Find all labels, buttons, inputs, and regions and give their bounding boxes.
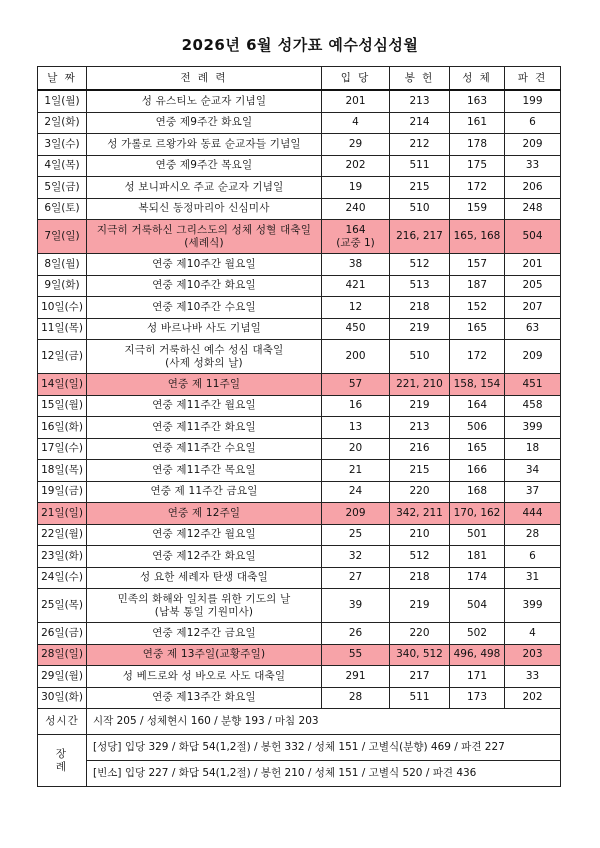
feast-cell: 연중 제 13주일(교황주일)	[87, 644, 322, 666]
offertory-hymn-cell: 340, 512	[390, 644, 450, 666]
table-row	[38, 546, 561, 568]
table-row	[38, 220, 561, 254]
feast-cell: 성 유스티노 순교자 기념일	[87, 90, 322, 112]
feast-cell: 연중 제12주간 금요일	[87, 623, 322, 645]
communion-hymn-cell: 165	[450, 438, 505, 460]
entrance-hymn-cell: 12	[322, 297, 390, 319]
table-row	[38, 687, 561, 709]
table-row	[38, 567, 561, 589]
offertory-hymn-cell: 216	[390, 438, 450, 460]
date-cell: 16일(화)	[38, 417, 87, 439]
entrance-note: (교중 1)	[336, 236, 375, 249]
offertory-hymn-cell: 217	[390, 666, 450, 688]
offertory-hymn-cell: 213	[390, 90, 450, 112]
communion-hymn-cell: 152	[450, 297, 505, 319]
table-row	[38, 417, 561, 439]
dismissal-hymn-cell: 399	[505, 417, 561, 439]
feast-cell: 연중 제11주간 수요일	[87, 438, 322, 460]
entrance-hymn-cell: 21	[322, 460, 390, 482]
table-row	[38, 340, 561, 374]
date-cell: 14일(일)	[38, 374, 87, 396]
communion-hymn-cell: 502	[450, 623, 505, 645]
table-row	[38, 254, 561, 276]
date-cell: 5일(금)	[38, 177, 87, 199]
offertory-hymn-cell: 342, 211	[390, 503, 450, 525]
communion-hymn-cell: 164	[450, 395, 505, 417]
communion-hymn-cell: 170, 162	[450, 503, 505, 525]
entrance-hymn-cell: 240	[322, 198, 390, 220]
entrance-hymn-cell: 200	[322, 340, 390, 374]
entrance-hymn-cell: 450	[322, 318, 390, 340]
offertory-hymn-cell: 218	[390, 297, 450, 319]
date-cell: 24일(수)	[38, 567, 87, 589]
offertory-hymn-cell: 220	[390, 481, 450, 503]
date-cell: 26일(금)	[38, 623, 87, 645]
date-cell: 29일(월)	[38, 666, 87, 688]
dismissal-hymn-cell: 202	[505, 687, 561, 709]
table-row	[38, 155, 561, 177]
date-cell: 7일(일)	[38, 220, 87, 254]
funeral-label: 장 례	[38, 735, 87, 787]
entrance-hymn-cell: 24	[322, 481, 390, 503]
dismissal-hymn-cell: 206	[505, 177, 561, 199]
date-cell: 17일(수)	[38, 438, 87, 460]
dismissal-hymn-cell: 444	[505, 503, 561, 525]
feast-cell: 연중 제11주간 목요일	[87, 460, 322, 482]
communion-hymn-cell: 178	[450, 134, 505, 156]
entrance-hymn-cell: 16	[322, 395, 390, 417]
date-cell: 9일(화)	[38, 275, 87, 297]
entrance-hymn-cell: 25	[322, 524, 390, 546]
communion-hymn-cell: 165, 168	[450, 220, 505, 254]
feast-note: (남북 통일 기원미사)	[154, 605, 254, 618]
communion-hymn-cell: 501	[450, 524, 505, 546]
date-cell: 8일(월)	[38, 254, 87, 276]
entrance-hymn-cell: 57	[322, 374, 390, 396]
table-row	[38, 134, 561, 156]
date-cell: 11일(목)	[38, 318, 87, 340]
feast-cell: 성 베드로와 성 바오로 사도 대축일	[87, 666, 322, 688]
offertory-hymn-cell: 215	[390, 177, 450, 199]
table-row	[38, 90, 561, 112]
feast-cell: 연중 제9주간 화요일	[87, 112, 322, 134]
entrance-hymn-cell: 55	[322, 644, 390, 666]
entrance-hymn-cell: 29	[322, 134, 390, 156]
date-cell: 22일(월)	[38, 524, 87, 546]
entrance-hymn-cell: 32	[322, 546, 390, 568]
feast-note: (사제 성화의 날)	[165, 356, 243, 369]
dismissal-hymn-cell: 203	[505, 644, 561, 666]
date-cell: 30일(화)	[38, 687, 87, 709]
communion-hymn-cell: 168	[450, 481, 505, 503]
offertory-hymn-cell: 214	[390, 112, 450, 134]
feast-cell: 연중 제11주간 월요일	[87, 395, 322, 417]
offertory-hymn-cell: 510	[390, 198, 450, 220]
entrance-hymn-cell: 19	[322, 177, 390, 199]
communion-hymn-cell: 158, 154	[450, 374, 505, 396]
entrance-hymn-cell: 27	[322, 567, 390, 589]
feast-cell: 성 보니파시오 주교 순교자 기념일	[87, 177, 322, 199]
entrance-hymn-cell: 202	[322, 155, 390, 177]
dismissal-hymn-cell: 209	[505, 340, 561, 374]
dismissal-hymn-cell: 6	[505, 546, 561, 568]
feast-cell: 연중 제12주간 월요일	[87, 524, 322, 546]
entrance-hymn-cell: 201	[322, 90, 390, 112]
offertory-hymn-cell: 210	[390, 524, 450, 546]
entrance-hymn-cell: 4	[322, 112, 390, 134]
offertory-hymn-cell: 212	[390, 134, 450, 156]
table-row	[38, 112, 561, 134]
dismissal-hymn-cell: 248	[505, 198, 561, 220]
table-row	[38, 481, 561, 503]
entrance-hymn-cell: 291	[322, 666, 390, 688]
offertory-hymn-cell: 219	[390, 589, 450, 623]
feast-cell: 지극히 거룩하신 그리스도의 성체 성혈 대축일 (세례식)	[87, 220, 322, 254]
offertory-hymn-cell: 213	[390, 417, 450, 439]
holy-hour-label: 성시간	[38, 709, 87, 735]
entrance-hymn-cell: 26	[322, 623, 390, 645]
dismissal-hymn-cell: 28	[505, 524, 561, 546]
entrance-hymn-cell: 421	[322, 275, 390, 297]
feast-cell: 성 바르나바 사도 기념일	[87, 318, 322, 340]
communion-hymn-cell: 171	[450, 666, 505, 688]
table-row	[38, 666, 561, 688]
dismissal-hymn-cell: 18	[505, 438, 561, 460]
dismissal-hymn-cell: 6	[505, 112, 561, 134]
feast-cell: 연중 제10주간 수요일	[87, 297, 322, 319]
date-cell: 3일(수)	[38, 134, 87, 156]
table-row	[38, 623, 561, 645]
header-communion: 성 체	[450, 67, 505, 91]
offertory-hymn-cell: 512	[390, 546, 450, 568]
feast-cell: 연중 제11주간 화요일	[87, 417, 322, 439]
feast-cell: 연중 제10주간 월요일	[87, 254, 322, 276]
feast-cell: 연중 제9주간 목요일	[87, 155, 322, 177]
header-date: 날 짜	[38, 67, 87, 91]
table-row	[38, 503, 561, 525]
feast-cell: 연중 제 11주간 금요일	[87, 481, 322, 503]
dismissal-hymn-cell: 205	[505, 275, 561, 297]
header-row	[38, 67, 561, 91]
dismissal-hymn-cell: 458	[505, 395, 561, 417]
funeral-row-cathedral	[38, 735, 561, 761]
communion-hymn-cell: 159	[450, 198, 505, 220]
offertory-hymn-cell: 219	[390, 318, 450, 340]
header-entrance: 입 당	[322, 67, 390, 91]
feast-cell: 지극히 거룩하신 예수 성심 대축일 (사제 성화의 날)	[87, 340, 322, 374]
offertory-hymn-cell: 220	[390, 623, 450, 645]
dismissal-hymn-cell: 207	[505, 297, 561, 319]
table-row	[38, 177, 561, 199]
offertory-hymn-cell: 218	[390, 567, 450, 589]
communion-hymn-cell: 165	[450, 318, 505, 340]
table-row	[38, 460, 561, 482]
dismissal-hymn-cell: 31	[505, 567, 561, 589]
entrance-hymn-cell: 20	[322, 438, 390, 460]
table-row	[38, 524, 561, 546]
date-cell: 23일(화)	[38, 546, 87, 568]
offertory-hymn-cell: 216, 217	[390, 220, 450, 254]
header-offertory: 봉 헌	[390, 67, 450, 91]
communion-hymn-cell: 163	[450, 90, 505, 112]
offertory-hymn-cell: 512	[390, 254, 450, 276]
date-cell: 18일(목)	[38, 460, 87, 482]
dismissal-hymn-cell: 399	[505, 589, 561, 623]
communion-hymn-cell: 173	[450, 687, 505, 709]
entrance-hymn-cell: 38	[322, 254, 390, 276]
feast-cell: 연중 제12주간 화요일	[87, 546, 322, 568]
table-row	[38, 644, 561, 666]
offertory-hymn-cell: 511	[390, 155, 450, 177]
dismissal-hymn-cell: 209	[505, 134, 561, 156]
dismissal-hymn-cell: 63	[505, 318, 561, 340]
date-cell: 1일(월)	[38, 90, 87, 112]
date-cell: 15일(월)	[38, 395, 87, 417]
table-row	[38, 318, 561, 340]
dismissal-hymn-cell: 33	[505, 666, 561, 688]
offertory-hymn-cell: 221, 210	[390, 374, 450, 396]
header-feast: 전 례 력	[87, 67, 322, 91]
dismissal-hymn-cell: 504	[505, 220, 561, 254]
table-row	[38, 438, 561, 460]
table-row	[38, 198, 561, 220]
offertory-hymn-cell: 511	[390, 687, 450, 709]
offertory-hymn-cell: 513	[390, 275, 450, 297]
date-cell: 28일(일)	[38, 644, 87, 666]
date-cell: 2일(화)	[38, 112, 87, 134]
holy-hour-row	[38, 709, 561, 735]
date-cell: 4일(목)	[38, 155, 87, 177]
entrance-hymn-cell: 28	[322, 687, 390, 709]
offertory-hymn-cell: 219	[390, 395, 450, 417]
funeral-mortuary-text: [빈소] 입당 227 / 화답 54(1,2절) / 봉헌 210 / 성체 151 / 고별식 520 / 파견 436	[87, 761, 561, 787]
date-cell: 6일(토)	[38, 198, 87, 220]
dismissal-hymn-cell: 33	[505, 155, 561, 177]
dismissal-hymn-cell: 4	[505, 623, 561, 645]
communion-hymn-cell: 172	[450, 340, 505, 374]
entrance-hymn-cell: 39	[322, 589, 390, 623]
communion-hymn-cell: 506	[450, 417, 505, 439]
communion-hymn-cell: 187	[450, 275, 505, 297]
communion-hymn-cell: 166	[450, 460, 505, 482]
table-row	[38, 589, 561, 623]
date-cell: 19일(금)	[38, 481, 87, 503]
date-cell: 12일(금)	[38, 340, 87, 374]
communion-hymn-cell: 161	[450, 112, 505, 134]
page-title: 2026년 6월 성가표 예수성심성월	[181, 36, 419, 54]
communion-hymn-cell: 172	[450, 177, 505, 199]
feast-cell: 연중 제13주간 화요일	[87, 687, 322, 709]
date-cell: 10일(수)	[38, 297, 87, 319]
entrance-hymn-cell: 209	[322, 503, 390, 525]
dismissal-hymn-cell: 451	[505, 374, 561, 396]
table-row	[38, 395, 561, 417]
entrance-hymn-cell: 13	[322, 417, 390, 439]
hymn-schedule-table	[37, 66, 561, 787]
dismissal-hymn-cell: 199	[505, 90, 561, 112]
funeral-cathedral-text: [성당] 입당 329 / 화답 54(1,2절) / 봉헌 332 / 성체 151 / 고별식(분향) 469 / 파견 227	[87, 735, 561, 761]
date-cell: 25일(목)	[38, 589, 87, 623]
communion-hymn-cell: 181	[450, 546, 505, 568]
header-dismissal: 파 견	[505, 67, 561, 91]
communion-hymn-cell: 174	[450, 567, 505, 589]
communion-hymn-cell: 504	[450, 589, 505, 623]
feast-note: (세례식)	[184, 236, 224, 249]
dismissal-hymn-cell: 34	[505, 460, 561, 482]
feast-cell: 연중 제 12주일	[87, 503, 322, 525]
feast-cell: 성 요한 세례자 탄생 대축일	[87, 567, 322, 589]
feast-cell: 연중 제10주간 화요일	[87, 275, 322, 297]
communion-hymn-cell: 175	[450, 155, 505, 177]
feast-cell: 복되신 동정마리아 신심미사	[87, 198, 322, 220]
holy-hour-text: 시작 205 / 성체현시 160 / 분향 193 / 마침 203	[87, 709, 561, 735]
entrance-hymn-cell: 164 (교중 1)	[322, 220, 390, 254]
table-row	[38, 374, 561, 396]
table-row	[38, 275, 561, 297]
offertory-hymn-cell: 215	[390, 460, 450, 482]
funeral-row-mortuary	[38, 761, 561, 787]
dismissal-hymn-cell: 37	[505, 481, 561, 503]
date-cell: 21일(일)	[38, 503, 87, 525]
feast-cell: 성 가롤로 르왕가와 동료 순교자들 기념일	[87, 134, 322, 156]
feast-cell: 민족의 화해와 일치를 위한 기도의 날 (남북 통일 기원미사)	[87, 589, 322, 623]
dismissal-hymn-cell: 201	[505, 254, 561, 276]
communion-hymn-cell: 157	[450, 254, 505, 276]
table-row	[38, 297, 561, 319]
communion-hymn-cell: 496, 498	[450, 644, 505, 666]
feast-cell: 연중 제 11주일	[87, 374, 322, 396]
offertory-hymn-cell: 510	[390, 340, 450, 374]
